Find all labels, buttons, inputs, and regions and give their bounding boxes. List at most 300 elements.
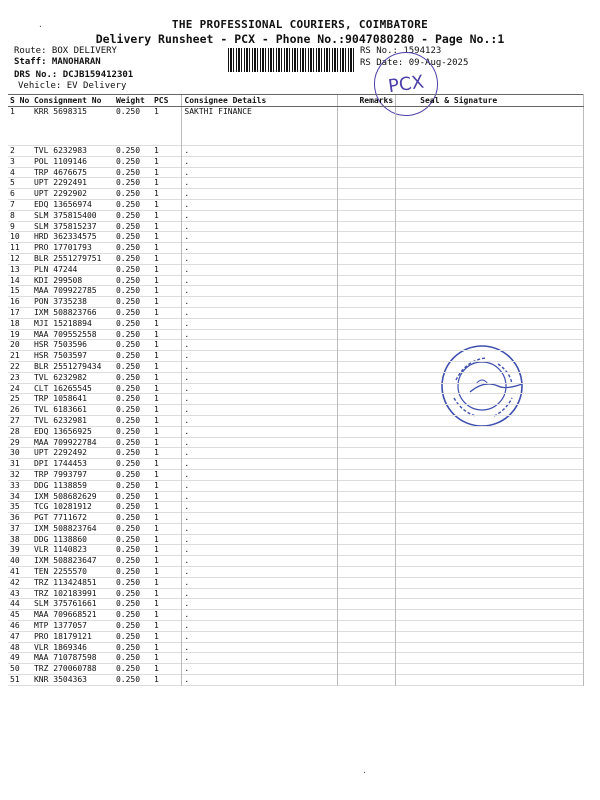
- row-sno: 4: [10, 167, 15, 177]
- row-consignee: .: [182, 459, 338, 470]
- row-seal-signature: [396, 351, 584, 362]
- table-row: [8, 621, 584, 632]
- row-consignee: .: [182, 513, 338, 524]
- row-consignment-no: UPT 2292902: [33, 189, 87, 199]
- table-row: [8, 221, 584, 232]
- row-consignee: .: [182, 448, 338, 459]
- table-row: [8, 664, 584, 675]
- row-remarks: [338, 156, 396, 167]
- row-sno: 32: [10, 469, 20, 479]
- row-pcs: 1: [153, 221, 159, 231]
- row-pcs: 1: [153, 610, 159, 620]
- row-consignment-no: TVL 6232982: [33, 372, 87, 382]
- row-remarks: [338, 534, 396, 545]
- row-weight: 0.250: [115, 621, 141, 631]
- row-consignment-no: TRP 1058641: [33, 394, 87, 404]
- row-remarks: [338, 351, 396, 362]
- row-remarks: [338, 340, 396, 351]
- row-consignment-no: VLR 1869346: [33, 642, 87, 652]
- row-seal-signature: [396, 243, 584, 254]
- row-seal-signature: [396, 448, 584, 459]
- row-consignment-no: TRZ 270060788: [33, 664, 97, 674]
- row-remarks: [338, 459, 396, 470]
- row-remarks: [338, 167, 396, 178]
- row-seal-signature: [396, 318, 584, 329]
- table-row: [8, 189, 584, 200]
- row-pcs: 1: [153, 588, 159, 598]
- row-consignment-no: MAA 709922785: [33, 286, 97, 296]
- row-consignment-no: MAA 709922784: [33, 437, 97, 447]
- row-weight: 0.250: [115, 232, 141, 242]
- row-seal-signature: [396, 437, 584, 448]
- row-weight: 0.250: [115, 588, 141, 598]
- row-pcs: 1: [153, 653, 159, 663]
- row-sno: 30: [10, 448, 20, 458]
- table-row: [8, 253, 584, 264]
- col-seal-signature: Seal & Signature: [396, 95, 584, 107]
- row-consignee: .: [182, 415, 338, 426]
- row-consignee: SAKTHI FINANCE: [182, 107, 338, 146]
- row-sno: 29: [10, 437, 20, 447]
- row-pcs: 1: [153, 480, 159, 490]
- table-row: [8, 534, 584, 545]
- row-consignment-no: EDQ 13656925: [33, 426, 92, 436]
- row-consignee: .: [182, 383, 338, 394]
- row-consignment-no: MJI 15218894: [33, 318, 92, 328]
- col-consignment-no: Consignment No: [32, 95, 114, 107]
- row-consignment-no: IXM 508823766: [33, 307, 97, 317]
- row-seal-signature: [396, 264, 584, 275]
- row-consignee: .: [182, 264, 338, 275]
- row-sno: 12: [10, 253, 20, 263]
- row-remarks: [338, 394, 396, 405]
- table-row: [8, 426, 584, 437]
- row-seal-signature: [396, 664, 584, 675]
- table-row: [8, 545, 584, 556]
- row-pcs: 1: [153, 307, 159, 317]
- row-sno: 27: [10, 415, 20, 425]
- row-sno: 14: [10, 275, 20, 285]
- row-pcs: 1: [153, 264, 159, 274]
- row-weight: 0.250: [115, 318, 141, 328]
- row-consignment-no: TEN 2255570: [33, 567, 87, 577]
- row-seal-signature: [396, 394, 584, 405]
- row-remarks: [338, 642, 396, 653]
- row-weight: 0.250: [115, 469, 141, 479]
- row-consignment-no: HSR 7503597: [33, 351, 87, 361]
- row-consignment-no: DDG 1138860: [33, 534, 87, 544]
- table-row: [8, 351, 584, 362]
- table-row: [8, 415, 584, 426]
- row-consignee: .: [182, 361, 338, 372]
- table-row: [8, 340, 584, 351]
- row-consignment-no: KDI 299508: [33, 275, 83, 285]
- table-row: [8, 199, 584, 210]
- row-seal-signature: [396, 405, 584, 416]
- table-row: [8, 405, 584, 416]
- row-weight: 0.250: [115, 480, 141, 490]
- row-weight: 0.250: [115, 426, 141, 436]
- row-pcs: 1: [153, 286, 159, 296]
- row-weight: 0.250: [115, 199, 141, 209]
- table-header-row: [8, 95, 584, 107]
- row-sno: 39: [10, 545, 20, 555]
- row-consignment-no: PON 3735238: [33, 297, 87, 307]
- row-remarks: [338, 243, 396, 254]
- row-weight: 0.250: [115, 264, 141, 274]
- col-remarks: Remarks: [338, 95, 396, 107]
- row-pcs: 1: [153, 107, 159, 116]
- row-remarks: [338, 513, 396, 524]
- table-row: [8, 210, 584, 221]
- row-weight: 0.250: [115, 189, 141, 199]
- row-remarks: [338, 675, 396, 686]
- row-sno: 36: [10, 513, 20, 523]
- row-consignee: .: [182, 307, 338, 318]
- row-remarks: [338, 264, 396, 275]
- table-row: [8, 243, 584, 254]
- row-sno: 15: [10, 286, 20, 296]
- table-row: [8, 642, 584, 653]
- table-row: [8, 459, 584, 470]
- row-remarks: [338, 405, 396, 416]
- row-consignee: .: [182, 534, 338, 545]
- row-sno: 50: [10, 664, 20, 674]
- row-pcs: 1: [153, 534, 159, 544]
- row-consignment-no: IXM 508682629: [33, 491, 97, 501]
- row-weight: 0.250: [115, 383, 141, 393]
- table-row: [8, 361, 584, 372]
- row-remarks: [338, 448, 396, 459]
- table-row: [8, 599, 584, 610]
- table-row: [8, 167, 584, 178]
- row-consignee: .: [182, 329, 338, 340]
- row-weight: 0.250: [115, 286, 141, 296]
- table-row: [8, 556, 584, 567]
- row-sno: 49: [10, 653, 20, 663]
- row-remarks: [338, 221, 396, 232]
- row-consignment-no: VLR 1140823: [33, 545, 87, 555]
- row-weight: 0.250: [115, 642, 141, 652]
- row-consignment-no: MAA 709552558: [33, 329, 97, 339]
- row-weight: 0.250: [115, 372, 141, 382]
- row-pcs: 1: [153, 156, 159, 166]
- row-weight: 0.250: [115, 448, 141, 458]
- table-row: [8, 513, 584, 524]
- row-pcs: 1: [153, 675, 159, 685]
- row-weight: 0.250: [115, 351, 141, 361]
- row-consignment-no: POL 1109146: [33, 156, 87, 166]
- row-consignee: .: [182, 297, 338, 308]
- row-consignee: .: [182, 621, 338, 632]
- row-seal-signature: [396, 534, 584, 545]
- table-row: [8, 107, 584, 146]
- runsheet-title: THE PROFESSIONAL COURIERS, COIMBATORE: [171, 18, 429, 31]
- row-weight: 0.250: [115, 307, 141, 317]
- row-pcs: 1: [153, 361, 159, 371]
- row-consignment-no: PLN 47244: [33, 264, 78, 274]
- row-pcs: 1: [153, 146, 159, 155]
- row-sno: 46: [10, 621, 20, 631]
- row-sno: 22: [10, 361, 20, 371]
- row-weight: 0.250: [115, 221, 141, 231]
- row-seal-signature: [396, 631, 584, 642]
- row-sno: 44: [10, 599, 20, 609]
- row-pcs: 1: [153, 502, 159, 512]
- row-seal-signature: [396, 675, 584, 686]
- table-row: [8, 448, 584, 459]
- row-sno: 9: [10, 221, 15, 231]
- row-seal-signature: [396, 577, 584, 588]
- row-consignment-no: KRR 5698315: [33, 107, 87, 116]
- row-consignee: .: [182, 146, 338, 157]
- row-sno: 33: [10, 480, 20, 490]
- row-pcs: 1: [153, 415, 159, 425]
- row-seal-signature: [396, 297, 584, 308]
- table-row: [8, 523, 584, 534]
- row-remarks: [338, 146, 396, 157]
- row-consignment-no: KNR 3504363: [33, 675, 87, 685]
- row-weight: 0.250: [115, 243, 141, 253]
- row-pcs: 1: [153, 642, 159, 652]
- row-sno: 43: [10, 588, 20, 598]
- row-seal-signature: [396, 286, 584, 297]
- row-sno: 21: [10, 351, 20, 361]
- row-seal-signature: [396, 156, 584, 167]
- row-seal-signature: [396, 513, 584, 524]
- row-pcs: 1: [153, 437, 159, 447]
- row-remarks: [338, 664, 396, 675]
- row-seal-signature: [396, 459, 584, 470]
- row-consignee: .: [182, 480, 338, 491]
- row-weight: 0.250: [115, 297, 141, 307]
- row-seal-signature: [396, 178, 584, 189]
- row-pcs: 1: [153, 426, 159, 436]
- row-seal-signature: [396, 469, 584, 480]
- row-consignee: .: [182, 588, 338, 599]
- col-pcs: PCS: [152, 95, 182, 107]
- row-weight: 0.250: [115, 577, 141, 587]
- row-pcs: 1: [153, 253, 159, 263]
- row-seal-signature: [396, 567, 584, 578]
- row-consignment-no: SLM 375815237: [33, 221, 97, 231]
- row-pcs: 1: [153, 469, 159, 479]
- row-seal-signature: [396, 599, 584, 610]
- row-remarks: [338, 621, 396, 632]
- row-seal-signature: [396, 146, 584, 157]
- row-consignment-no: IXM 508823647: [33, 556, 97, 566]
- row-consignment-no: SLM 375815400: [33, 210, 97, 220]
- row-consignee: .: [182, 556, 338, 567]
- row-seal-signature: [396, 307, 584, 318]
- table-row: [8, 469, 584, 480]
- row-remarks: [338, 610, 396, 621]
- row-remarks: [338, 307, 396, 318]
- row-remarks: [338, 275, 396, 286]
- row-pcs: 1: [153, 329, 159, 339]
- row-consignee: .: [182, 653, 338, 664]
- row-consignee: .: [182, 210, 338, 221]
- row-sno: 13: [10, 264, 20, 274]
- row-sno: 45: [10, 610, 20, 620]
- table-row: [8, 383, 584, 394]
- row-weight: 0.250: [115, 178, 141, 188]
- row-pcs: 1: [153, 577, 159, 587]
- row-consignee: .: [182, 243, 338, 254]
- row-remarks: [338, 253, 396, 264]
- row-seal-signature: [396, 275, 584, 286]
- row-sno: 47: [10, 631, 20, 641]
- row-sno: 5: [10, 178, 15, 188]
- row-sno: 25: [10, 394, 20, 404]
- row-remarks: [338, 556, 396, 567]
- row-weight: 0.250: [115, 523, 141, 533]
- row-pcs: 1: [153, 351, 159, 361]
- row-consignee: .: [182, 286, 338, 297]
- row-consignment-no: TCG 10281912: [33, 502, 92, 512]
- row-consignment-no: MTP 1377057: [33, 621, 87, 631]
- row-sno: 38: [10, 534, 20, 544]
- row-pcs: 1: [153, 394, 159, 404]
- row-remarks: [338, 297, 396, 308]
- row-sno: 26: [10, 405, 20, 415]
- row-weight: 0.250: [115, 675, 141, 685]
- row-weight: 0.250: [115, 253, 141, 263]
- row-consignee: .: [182, 167, 338, 178]
- row-sno: 34: [10, 491, 20, 501]
- row-sno: 48: [10, 642, 20, 652]
- row-sno: 28: [10, 426, 20, 436]
- row-remarks: [338, 318, 396, 329]
- row-remarks: [338, 588, 396, 599]
- row-sno: 23: [10, 372, 20, 382]
- row-seal-signature: [396, 588, 584, 599]
- row-consignment-no: BLR 2551279434: [33, 361, 102, 371]
- row-consignment-no: TVL 6183661: [33, 405, 87, 415]
- row-seal-signature: [396, 253, 584, 264]
- row-consignee: .: [182, 642, 338, 653]
- row-seal-signature: [396, 340, 584, 351]
- row-consignee: .: [182, 469, 338, 480]
- row-remarks: [338, 653, 396, 664]
- row-pcs: 1: [153, 372, 159, 382]
- row-seal-signature: [396, 480, 584, 491]
- row-pcs: 1: [153, 199, 159, 209]
- row-weight: 0.250: [115, 329, 141, 339]
- row-seal-signature: [396, 653, 584, 664]
- row-weight: 0.250: [115, 567, 141, 577]
- row-sno: 41: [10, 567, 20, 577]
- vehicle-label: Vehicle: EV Delivery: [18, 81, 127, 91]
- row-pcs: 1: [153, 631, 159, 641]
- row-sno: 24: [10, 383, 20, 393]
- row-sno: 20: [10, 340, 20, 350]
- row-consignment-no: CLT 16265545: [33, 383, 92, 393]
- row-seal-signature: [396, 361, 584, 372]
- row-pcs: 1: [153, 545, 159, 555]
- row-seal-signature: [396, 167, 584, 178]
- row-pcs: 1: [153, 178, 159, 188]
- row-consignment-no: HSR 7503596: [33, 340, 87, 350]
- row-sno: 17: [10, 307, 20, 317]
- row-pcs: 1: [153, 664, 159, 674]
- row-sno: 6: [10, 189, 15, 199]
- row-pcs: 1: [153, 491, 159, 501]
- row-pcs: 1: [153, 567, 159, 577]
- row-seal-signature: [396, 383, 584, 394]
- row-pcs: 1: [153, 383, 159, 393]
- row-pcs: 1: [153, 232, 159, 242]
- row-sno: 37: [10, 523, 20, 533]
- row-weight: 0.250: [115, 459, 141, 469]
- row-remarks: [338, 469, 396, 480]
- table-row: [8, 232, 584, 243]
- row-remarks: [338, 189, 396, 200]
- row-weight: 0.250: [115, 340, 141, 350]
- row-consignee: .: [182, 394, 338, 405]
- row-seal-signature: [396, 502, 584, 513]
- rs-number: RS No.: 1594123: [360, 46, 442, 56]
- row-sno: 11: [10, 243, 20, 253]
- row-pcs: 1: [153, 556, 159, 566]
- row-remarks: [338, 523, 396, 534]
- table-row: [8, 577, 584, 588]
- row-remarks: [338, 415, 396, 426]
- row-seal-signature: [396, 523, 584, 534]
- row-sno: 8: [10, 210, 15, 220]
- row-consignee: .: [182, 426, 338, 437]
- row-pcs: 1: [153, 448, 159, 458]
- row-consignment-no: PRO 18179121: [33, 631, 92, 641]
- row-sno: 51: [10, 675, 20, 685]
- route-label: Route: BOX DELIVERY: [14, 46, 117, 56]
- row-remarks: [338, 491, 396, 502]
- row-remarks: [338, 567, 396, 578]
- row-seal-signature: [396, 415, 584, 426]
- row-sno: 19: [10, 329, 20, 339]
- row-weight: 0.250: [115, 361, 141, 371]
- row-sno: 40: [10, 556, 20, 566]
- row-consignee: .: [182, 232, 338, 243]
- scan-mark: .: [38, 20, 43, 29]
- row-remarks: [338, 383, 396, 394]
- row-remarks: [338, 631, 396, 642]
- row-weight: 0.250: [115, 631, 141, 641]
- scan-mark: .: [362, 766, 367, 775]
- row-seal-signature: [396, 426, 584, 437]
- row-sno: 18: [10, 318, 20, 328]
- row-consignee: .: [182, 631, 338, 642]
- row-consignment-no: MAA 709668521: [33, 610, 97, 620]
- row-consignment-no: HRD 362334575: [33, 232, 97, 242]
- row-seal-signature: [396, 491, 584, 502]
- row-sno: 31: [10, 459, 20, 469]
- row-seal-signature: [396, 210, 584, 221]
- row-remarks: [338, 545, 396, 556]
- table-row: [8, 329, 584, 340]
- table-row: [8, 297, 584, 308]
- row-seal-signature: [396, 221, 584, 232]
- row-weight: 0.250: [115, 534, 141, 544]
- row-weight: 0.250: [115, 545, 141, 555]
- runsheet-subtitle: Delivery Runsheet - PCX - Phone No.:9047080280 - Page No.:1: [95, 32, 505, 46]
- table-row: [8, 394, 584, 405]
- row-pcs: 1: [153, 210, 159, 220]
- row-consignee: .: [182, 599, 338, 610]
- row-weight: 0.250: [115, 653, 141, 663]
- row-consignee: .: [182, 502, 338, 513]
- row-sno: 16: [10, 297, 20, 307]
